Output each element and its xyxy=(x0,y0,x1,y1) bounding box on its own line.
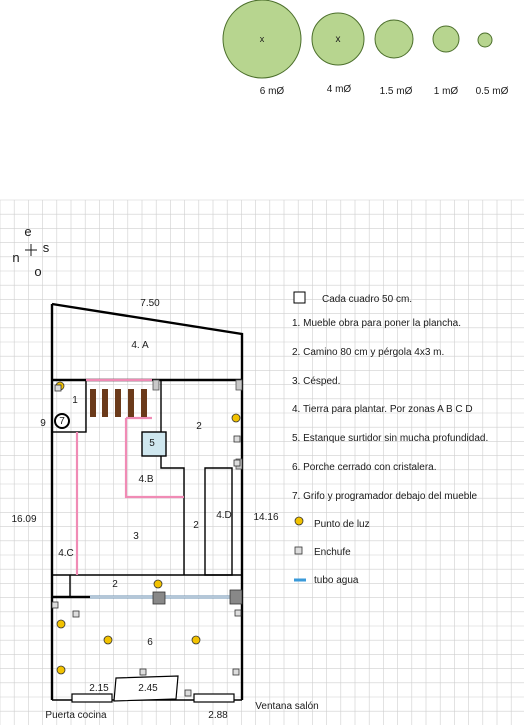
compass-south: s xyxy=(42,240,50,255)
legend-item-7: 7. Grifo y programador debajo del mueble xyxy=(292,491,478,502)
legend-item-2: 2. Camino 80 cm y pérgola 4x3 m. xyxy=(292,347,445,358)
legend-light: Punto de luz xyxy=(314,519,370,530)
zone-4a-label: 4. A xyxy=(131,340,149,351)
legend-socket-icon xyxy=(295,547,302,554)
dim-bottom-left: 2.15 xyxy=(89,683,109,694)
tree-size-legend xyxy=(223,0,509,97)
legend-item-4: 4. Tierra para plantar. Por zonas A B C D xyxy=(292,404,473,415)
zone-7-label: 7 xyxy=(59,416,65,427)
dim-top: 7.50 xyxy=(140,298,160,309)
tree-1-5m-icon xyxy=(375,20,413,58)
light-bulb-icon xyxy=(192,636,200,644)
zone-2-mid-label: 2 xyxy=(193,520,199,531)
light-bulb-icon xyxy=(57,620,65,628)
dim-right: 14.16 xyxy=(253,512,279,523)
light-bulb-icon xyxy=(104,636,112,644)
legend xyxy=(292,292,488,586)
light-bulb-icon xyxy=(154,580,162,588)
compass-west: o xyxy=(34,264,42,279)
tree-1m-icon xyxy=(433,26,459,52)
compass-east: e xyxy=(24,224,32,239)
grid xyxy=(0,200,524,725)
socket-icon xyxy=(234,436,240,442)
window-living-room xyxy=(194,694,234,702)
zone-6-label: 6 xyxy=(147,637,153,648)
pipe-junction xyxy=(153,592,165,604)
pergola-slat xyxy=(102,389,108,417)
socket-icon xyxy=(233,669,239,675)
socket-icon xyxy=(235,610,241,616)
light-bulb-icon xyxy=(232,414,240,422)
zone-9-label: 9 xyxy=(40,418,46,429)
tree-0-5m-icon xyxy=(478,33,492,47)
legend-item-5: 5. Estanque surtidor sin mucha profundidad. xyxy=(292,433,489,444)
pergola-slat xyxy=(115,389,121,417)
path-inner xyxy=(126,418,184,497)
tree-4m-marker: x xyxy=(335,34,341,45)
pergola-post xyxy=(236,380,242,390)
water-pipe xyxy=(90,590,242,604)
socket-icon xyxy=(140,669,146,675)
tree-6m-label: 6 mØ xyxy=(259,86,285,97)
compass-north: n xyxy=(12,250,20,265)
door-kitchen xyxy=(72,694,112,702)
socket-icon xyxy=(52,602,58,608)
pergola-slat xyxy=(141,389,147,417)
legend-grid-square-icon xyxy=(294,292,305,303)
socket-icon xyxy=(73,611,79,617)
tree-6m-marker: x xyxy=(259,34,265,44)
label-kitchen-door: Puerta cocina xyxy=(45,710,107,721)
legend-item-1: 1. Mueble obra para poner la plancha. xyxy=(292,318,462,329)
zone-3-label: 3 xyxy=(133,531,139,542)
pipe-junction xyxy=(230,590,242,604)
light-bulb-icon xyxy=(57,666,65,674)
legend-socket: Enchufe xyxy=(314,547,351,558)
legend-item-3: 3. Césped. xyxy=(292,376,341,387)
zone-2-bottom-label: 2 xyxy=(112,579,118,590)
socket-icon xyxy=(185,690,191,696)
pergola-slat xyxy=(90,389,96,417)
legend-scale: Cada cuadro 50 cm. xyxy=(322,294,413,305)
tree-1-5m-label: 1.5 mØ xyxy=(379,86,413,97)
legend-item-6: 6. Porche cerrado con cristalera. xyxy=(292,462,437,473)
legend-light-icon xyxy=(295,517,303,525)
dim-bottom-right: 2.88 xyxy=(208,710,228,721)
zone-5-label: 5 xyxy=(149,438,155,449)
socket-icon xyxy=(234,460,240,466)
socket-icon xyxy=(55,385,61,391)
tree-4m-label: 4 mØ xyxy=(326,84,352,95)
zone-4c-label: 4.C xyxy=(58,548,74,559)
dim-left: 16.09 xyxy=(11,514,37,525)
pergola-post xyxy=(153,380,159,390)
tree-0-5m-label: 0.5 mØ xyxy=(475,86,509,97)
zone-labels xyxy=(40,340,232,648)
zone-4d-label: 4.D xyxy=(216,510,232,521)
zone-4b-label: 4.B xyxy=(138,474,154,485)
tree-1m-label: 1 mØ xyxy=(433,86,459,97)
zone-1-label: 1 xyxy=(72,395,78,406)
label-living-room-window: Ventana salón xyxy=(255,701,319,712)
dim-bottom-mid: 2.45 xyxy=(138,683,158,694)
lights xyxy=(56,382,240,674)
wall-inner-pergola xyxy=(161,380,184,575)
pergola-slat xyxy=(128,389,134,417)
legend-water: tubo agua xyxy=(314,575,359,586)
zone-2-right-label: 2 xyxy=(196,421,202,432)
